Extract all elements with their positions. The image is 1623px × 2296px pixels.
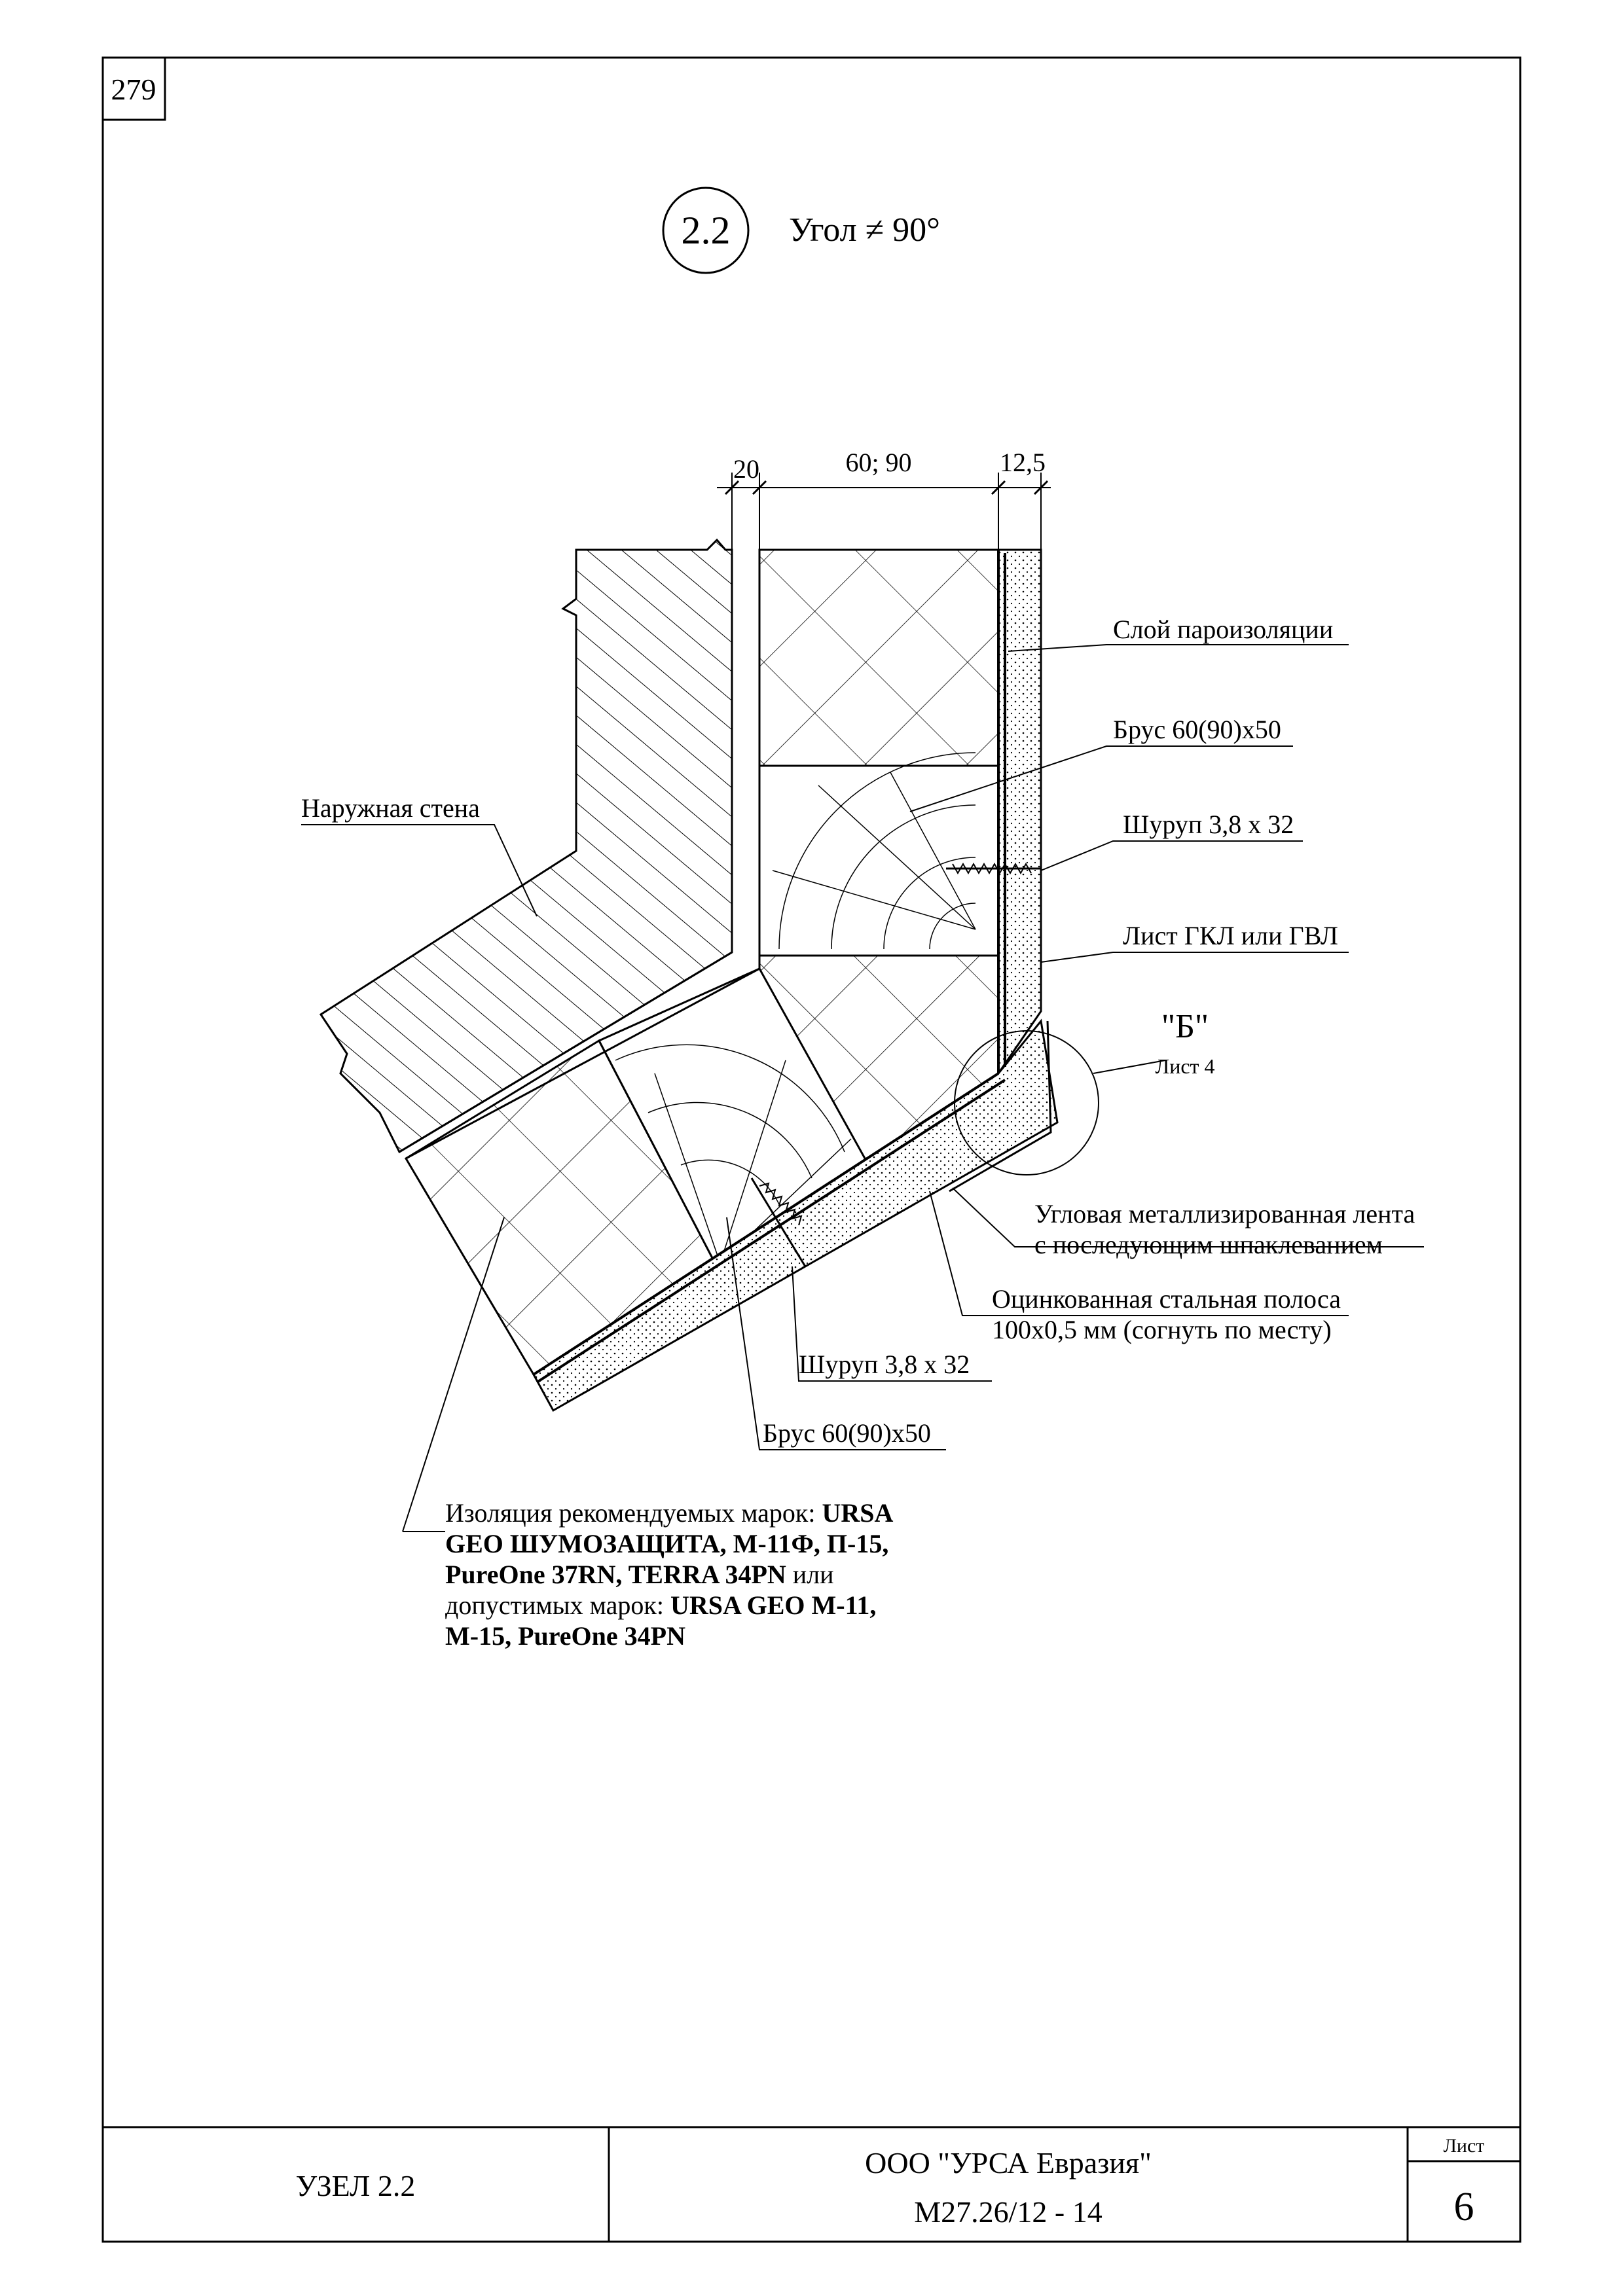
title-doc-code: М27.26/12 - 14 bbox=[914, 2195, 1103, 2229]
label-screw-upper: Шуруп 3,8 x 32 bbox=[1123, 810, 1294, 839]
title-node-label: УЗЕЛ 2.2 bbox=[295, 2169, 416, 2202]
note-line4-regular: допустимых марок: bbox=[445, 1590, 670, 1620]
note-line1-regular: Изоляция рекомендуемых марок: bbox=[445, 1498, 822, 1528]
dimension-12-5: 12,5 bbox=[1000, 448, 1046, 477]
label-screw-lower: Шуруп 3,8 x 32 bbox=[799, 1350, 970, 1379]
title-sheet-label: Лист bbox=[1443, 2135, 1485, 2157]
dimension-chain bbox=[717, 473, 1051, 550]
note-line2: GEO ШУМОЗАЩИТА, М-11Ф, П-15, bbox=[445, 1529, 889, 1558]
label-steel-strip-2: 100x0,5 мм (согнуть по месту) bbox=[992, 1315, 1332, 1344]
label-board: Лист ГКЛ или ГВЛ bbox=[1123, 921, 1338, 950]
label-corner-tape-2: с последующим шпаклеванием bbox=[1034, 1230, 1383, 1259]
label-corner-tape-1: Угловая металлизированная лента bbox=[1034, 1199, 1415, 1229]
dimension-20: 20 bbox=[733, 454, 759, 484]
page-number: 279 bbox=[111, 73, 156, 106]
insulation-note bbox=[403, 1498, 893, 1651]
upper-insulation bbox=[759, 550, 998, 766]
svg-text:допустимых марок: URSA GEO М-1 bbox=[445, 1590, 876, 1620]
note-line1-bold: URSA bbox=[822, 1498, 894, 1528]
detail-sheet: Лист 4 bbox=[1155, 1054, 1215, 1078]
label-steel-strip-1: Оцинкованная стальная полоса bbox=[992, 1284, 1341, 1314]
title-sheet-number: 6 bbox=[1453, 2185, 1474, 2229]
node-title: Угол ≠ 90° bbox=[789, 211, 940, 249]
note-line3-regular: или bbox=[786, 1560, 834, 1589]
label-outer-wall: Наружная стена bbox=[301, 793, 480, 823]
note-line3-bold: PureOne 37RN, TERRA 34PN bbox=[445, 1560, 786, 1589]
label-vapor-barrier: Слой пароизоляции bbox=[1113, 615, 1334, 644]
note-line4-bold: URSA GEO М-11, bbox=[670, 1590, 877, 1620]
detail-ref: "Б" bbox=[1161, 1008, 1209, 1045]
dimension-60-90: 60; 90 bbox=[845, 448, 912, 477]
title-company: ООО "УРСА Евразия" bbox=[865, 2146, 1152, 2179]
svg-text:Изоляция рекомендуемых марок: bbox=[445, 1498, 893, 1528]
node-number: 2.2 bbox=[681, 209, 731, 252]
note-line5: М-15, PureOne 34PN bbox=[445, 1621, 685, 1651]
svg-text:PureOne 37RN, TERRA 34PN или bbox=[445, 1560, 834, 1589]
label-beam-upper: Брус 60(90)x50 bbox=[1113, 715, 1281, 744]
label-beam-lower: Брус 60(90)x50 bbox=[763, 1418, 931, 1448]
